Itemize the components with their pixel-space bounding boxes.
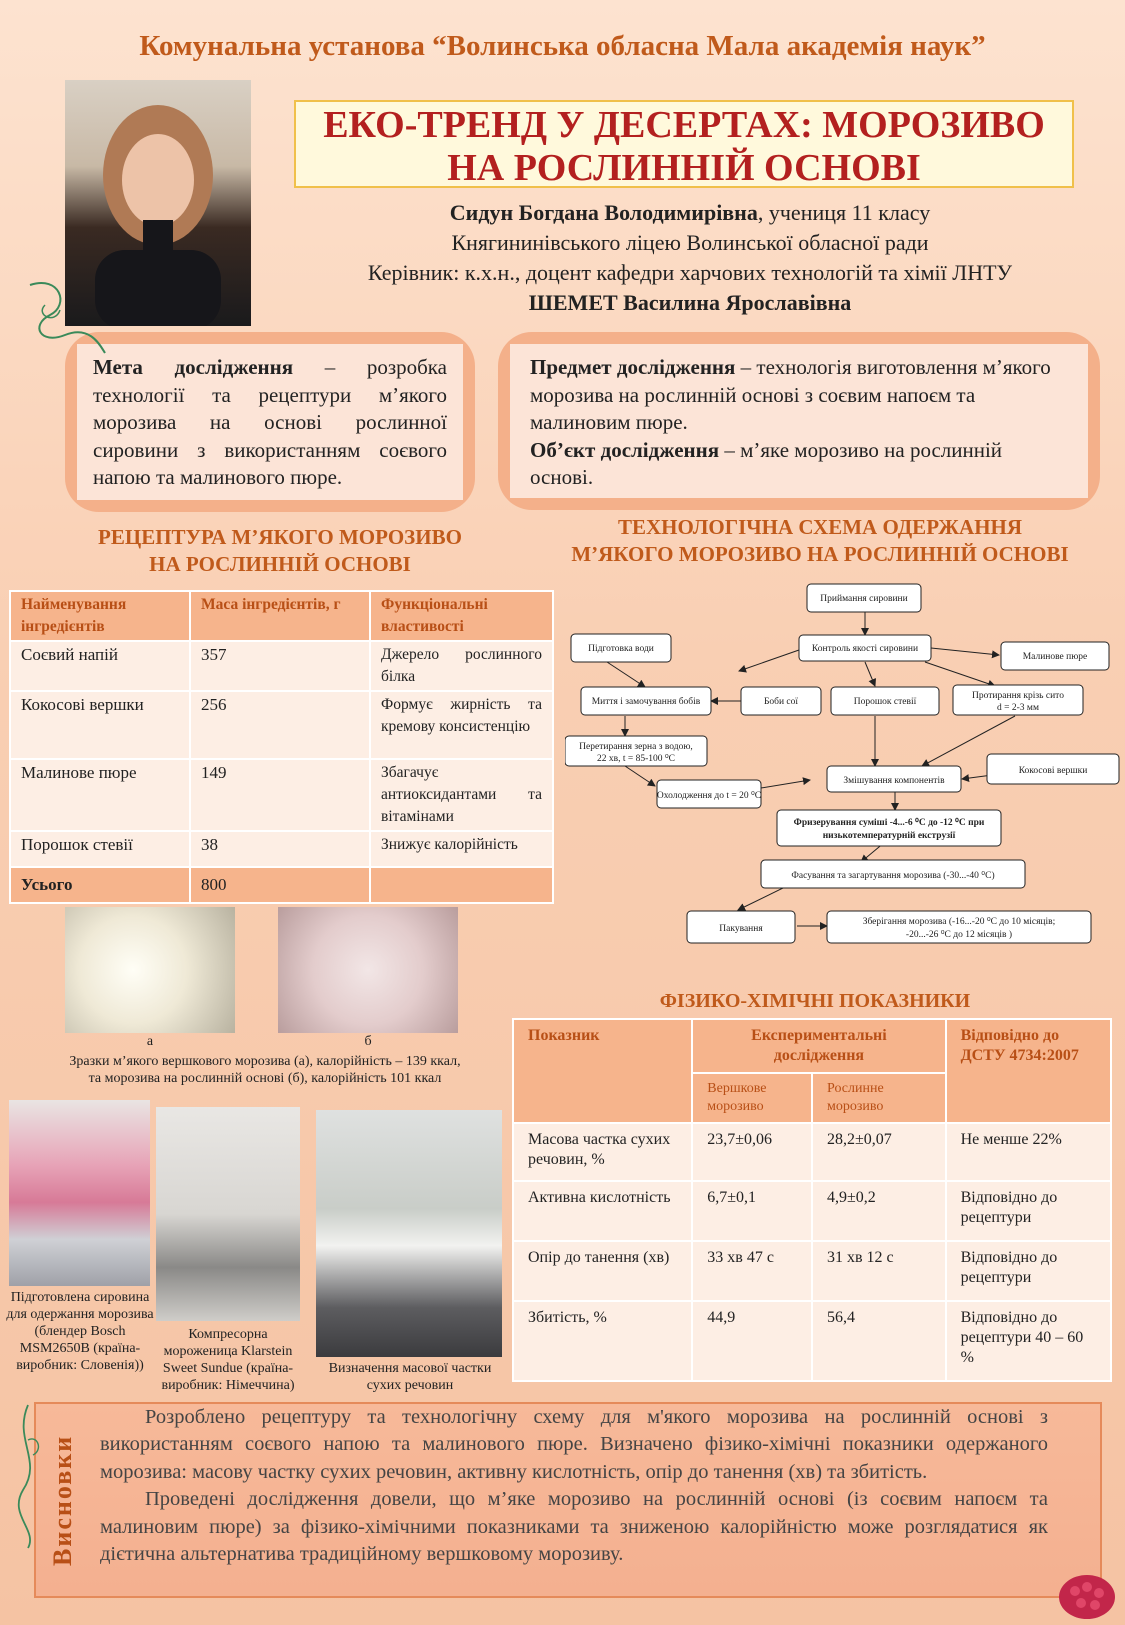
recipe-cell-func: Знижує калорійність <box>370 831 553 867</box>
blender-photo <box>9 1100 150 1286</box>
phys-cell-name: Опір до танення (хв) <box>513 1241 692 1301</box>
recipe-cell-name: Соєвий напій <box>10 641 190 691</box>
decorative-vine-icon <box>8 1400 48 1550</box>
blender-caption: Підготовлена сировина для одержання морозива (блендер Bosch MSM2650B (країна-виробник: Словенія)) <box>6 1290 154 1373</box>
scheme-node-water: Підготовка води <box>588 644 654 654</box>
machine-caption: Компресорна мороженица Klarstein Sweet Sundue (країна-виробник: Німеччина) <box>161 1327 295 1393</box>
phys-cell-plant: 56,4 <box>812 1301 946 1381</box>
conclusions-text <box>100 1404 1048 1568</box>
recipe-cell-name: Кокосові вершки <box>10 691 190 759</box>
phys-header-dstu: Відповідно до ДСТУ 4734:2007 <box>946 1019 1111 1123</box>
poster-title <box>294 100 1074 188</box>
recipe-title-line-1: РЕЦЕПТУРА М’ЯКОГО МОРОЗИВО <box>98 525 462 549</box>
phys-header-indicator: Показник <box>513 1019 692 1123</box>
table-row <box>10 759 553 831</box>
recipe-cell-mass: 38 <box>190 831 370 867</box>
subject-label: Предмет дослідження <box>530 355 736 379</box>
scheme-node-receive: Приймання сировини <box>820 594 908 604</box>
conclusions-paragraph-2: Проведені дослідження довели, що м’яке морозиво на рослинній основі (із соєвим напоєм та малиновим пюре) за фізико-хімічними показниками та зниженою калорійністю може розглядатися як дієтична альтернатива традиційному вершковому морозиву. <box>100 1488 1048 1566</box>
scheme-node-sieve-1: Протирання крізь сито <box>972 691 1064 701</box>
samples-caption-line-1: Зразки м’якого вершкового морозива (а), калорійність – 139 ккал, <box>69 1054 461 1069</box>
scheme-node-raspberry: Малинове пюре <box>1022 652 1088 662</box>
scheme-title <box>530 514 1110 568</box>
scheme-node-sieve-2: d = 2-3 мм <box>997 703 1039 713</box>
scheme-node-freeze-1: Фризерування суміші -4...-6 ⁰С до -12 ⁰С при <box>793 818 985 828</box>
recipe-total-row <box>10 867 553 903</box>
sample-a-label: а <box>146 1034 154 1049</box>
recipe-total-empty <box>370 867 553 903</box>
phys-cell-plant: 31 хв 12 с <box>812 1241 946 1301</box>
supervisor-line: Керівник: к.х.н., доцент кафедри харчових технологій та хімії ЛНТУ <box>367 260 1013 285</box>
phys-header-plant: Рослинне морозиво <box>812 1073 946 1123</box>
table-row <box>10 691 553 759</box>
technology-flowchart <box>565 578 1120 970</box>
lab-caption: Визначення масової частки сухих речовин <box>328 1361 492 1393</box>
sample-a-photo <box>65 907 235 1033</box>
phys-header-cream: Вершкове морозиво <box>692 1073 812 1123</box>
raspberry-icon <box>1055 1565 1119 1621</box>
recipe-title <box>40 524 520 578</box>
conclusions-label: Висновки <box>48 1434 77 1566</box>
table-row <box>513 1301 1111 1381</box>
author-school: Княгининівського ліцею Волинської обласної ради <box>451 230 929 255</box>
samples-caption <box>30 1053 500 1087</box>
subject-text <box>510 344 1088 498</box>
scheme-node-grind-2: 22 хв, t = 85-100 ⁰С <box>596 754 676 764</box>
scheme-node-control: Контроль якості сировини <box>811 644 919 654</box>
phys-cell-plant: 28,2±0,07 <box>812 1123 946 1181</box>
object-label: Об’єкт дослідження <box>530 437 720 462</box>
lab-photo <box>316 1110 502 1357</box>
goal-label: Мета дослідження <box>93 355 294 379</box>
goal-body: – розробка технології та рецептури м’якого морозива на основі рослинної сировини з використанням соєвого напою та малинового пюре. <box>93 355 448 489</box>
samples-caption-line-2: та морозива на рослинній основі (б), калорійність 101 ккал <box>88 1071 442 1086</box>
recipe-cell-mass: 357 <box>190 641 370 691</box>
recipe-total-label: Усього <box>10 867 190 903</box>
scheme-node-stevia: Порошок стевії <box>853 697 917 707</box>
phys-cell-dstu: Не менше 22% <box>946 1123 1111 1181</box>
recipe-cell-func: Формує жирність та кремову консистенцію <box>370 691 553 759</box>
phys-cell-cream: 23,7±0,06 <box>692 1123 812 1181</box>
phys-cell-dstu: Відповідно до рецептури <box>946 1181 1111 1241</box>
scheme-node-cool: Охолодження до t = 20 ⁰С <box>656 791 762 801</box>
recipe-header-name: Найменування інгредієнтів <box>10 591 190 641</box>
sample-b-label: б <box>364 1034 372 1049</box>
recipe-cell-func: Збагачує антиоксидантами та вітамінами <box>370 759 553 831</box>
table-row <box>513 1123 1111 1181</box>
recipe-title-line-2: НА РОСЛИННІЙ ОСНОВІ <box>149 552 411 576</box>
scheme-node-grind-1: Перетирання зерна з водою, <box>579 742 693 752</box>
recipe-total-value: 800 <box>190 867 370 903</box>
author-block <box>260 198 1120 318</box>
title-line-2: НА РОСЛИННІЙ ОСНОВІ <box>447 147 921 189</box>
phys-cell-dstu: Відповідно до рецептури <box>946 1241 1111 1301</box>
table-row <box>10 641 553 691</box>
subject-box <box>498 332 1100 510</box>
recipe-header-mass: Маса інгредієнтів, г <box>190 591 370 641</box>
organization-name: Комунальна установа “Волинська обласна Мала академія наук” <box>139 30 986 62</box>
phys-cell-dstu: Відповідно до рецептури 40 – 60 % <box>946 1301 1111 1381</box>
phys-cell-name: Масова частка сухих речовин, % <box>513 1123 692 1181</box>
recipe-cell-name: Малинове пюре <box>10 759 190 831</box>
recipe-header-row <box>10 591 553 641</box>
recipe-table <box>9 590 554 904</box>
phys-cell-cream: 44,9 <box>692 1301 812 1381</box>
recipe-cell-func: Джерело рослинного білка <box>370 641 553 691</box>
scheme-title-line-1: ТЕХНОЛОГІЧНА СХЕМА ОДЕРЖАННЯ <box>617 515 1023 539</box>
recipe-cell-mass: 256 <box>190 691 370 759</box>
phys-cell-cream: 33 хв 47 с <box>692 1241 812 1301</box>
goal-text <box>77 344 463 500</box>
phys-cell-cream: 6,7±0,1 <box>692 1181 812 1241</box>
decorative-swirl-icon <box>20 275 110 355</box>
scheme-node-store-2: -20...-26 ⁰С до 12 місяців ) <box>905 930 1013 940</box>
conclusions-paragraph-1: Розроблено рецептуру та технологічну схему для м'якого морозива на рослинній основі з використанням соєвого напою та малинового пюре. Визначено фізико-хімічні показники одержаного морозива: масову частку сухих речовин, активну кислотність, опір до танення (хв) та збитість. <box>100 1406 1048 1483</box>
author-line <box>260 198 1120 228</box>
scheme-node-pack: Пакування <box>719 924 763 934</box>
scheme-title-line-2: М’ЯКОГО МОРОЗИВО НА РОСЛИННІЙ ОСНОВІ <box>571 542 1069 566</box>
sample-b-photo <box>278 907 458 1033</box>
subject-body: – технологія виготовлення м’якого морозива на рослинній основі з соєвим напоєм та малиновим пюре. <box>530 355 1051 434</box>
author-name: Сидун Богдана Володимирівна <box>449 200 758 225</box>
goal-box <box>65 332 475 512</box>
author-role: , учениця 11 класу <box>757 200 931 225</box>
scheme-node-pack-harden: Фасування та загартування морозива (-30...-40 ⁰С) <box>791 871 995 881</box>
title-line-1: ЕКО-ТРЕНД У ДЕСЕРТАХ: МОРОЗИВО <box>323 104 1045 146</box>
phys-cell-plant: 4,9±0,2 <box>812 1181 946 1241</box>
table-row <box>10 831 553 867</box>
phys-cell-name: Активна кислотність <box>513 1181 692 1241</box>
recipe-cell-mass: 149 <box>190 759 370 831</box>
recipe-header-func: Функціональні властивості <box>370 591 553 641</box>
phys-chem-title: ФІЗИКО-ХІМІЧНІ ПОКАЗНИКИ <box>659 990 971 1012</box>
table-row <box>513 1241 1111 1301</box>
scheme-node-store-1: Зберігання морозива (-16...-20 ⁰С до 10 місяців; <box>862 917 1056 927</box>
object-body: – м’яке морозиво на рослинній основі. <box>530 437 1003 489</box>
recipe-cell-name: Порошок стевії <box>10 831 190 867</box>
ice-cream-machine-photo <box>156 1107 300 1321</box>
phys-cell-name: Збитість, % <box>513 1301 692 1381</box>
phys-header-row <box>513 1019 1111 1073</box>
scheme-node-coconut: Кокосові вершки <box>1018 766 1088 776</box>
phys-chem-table <box>512 1018 1112 1382</box>
scheme-node-beans: Боби сої <box>763 697 799 707</box>
scheme-node-freeze-2: низькотемпературній екструзії <box>822 831 956 841</box>
scheme-node-mix: Змішування компонентів <box>843 776 945 786</box>
phys-header-experimental: Експериментальні дослідження <box>692 1019 945 1073</box>
table-row <box>513 1181 1111 1241</box>
supervisor-name: ШЕМЕТ Василина Ярославівна <box>528 290 852 315</box>
scheme-node-wash: Миття і замочування бобів <box>591 697 701 707</box>
